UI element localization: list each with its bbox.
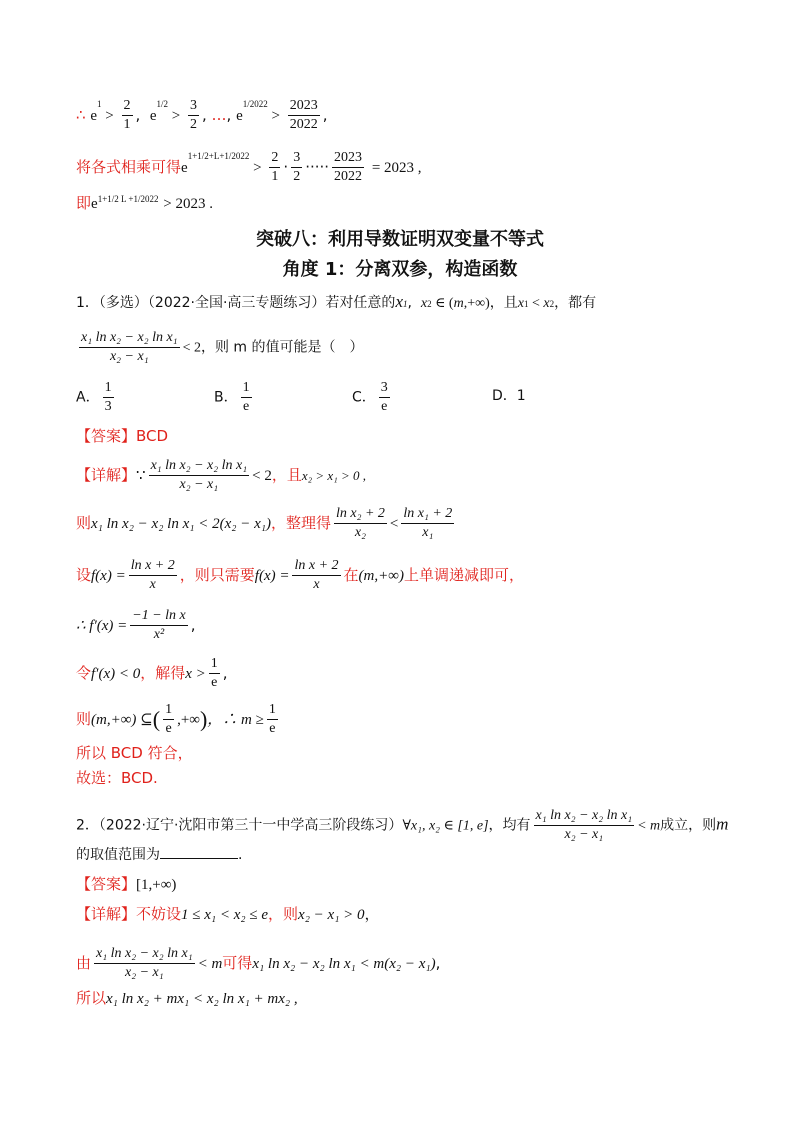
conclusion-result: > 2023 . <box>163 196 214 212</box>
question-1-ask: ，则 m 的值可能是（ ） <box>200 339 364 356</box>
answer-value: [1,+∞) <box>136 877 177 893</box>
detail-tag: 【详解】 <box>76 905 137 923</box>
detail-line-1: 【详解】∵ $\frac{\text{x₁ ln x₂ − x₂ ln x₁}}{\text{x₂ − x₁}}$ < 2，且x₂ > x₁ > 0 , <box>76 458 366 492</box>
fraction: $\frac{3}{2}$ <box>190 98 197 132</box>
exponent: 1/2022 <box>242 99 268 109</box>
detail-line-3: 设f(x) = $\frac{\text{ln x + 2}}{x}$ ，则只需要f(x) = $\frac{\text{ln x + 2}}{x}$ 在(m,+∞)上单调递减即可， <box>76 558 524 592</box>
question-1-prefix: 1．（多选）（2022·全国·高三专题练习）若对任意的 <box>76 295 396 311</box>
conclusion-lead: 即 <box>76 194 92 212</box>
product-result: = 2023 , <box>371 160 422 176</box>
fraction: $\frac{3}{2}$ <box>293 150 301 184</box>
q2-detail-line-3: 所以x₁ ln x₂ + mx₁ < x₂ ln x₁ + mx₂ , <box>76 989 298 1007</box>
question-1-answer <box>76 426 168 446</box>
detail-conclusion: 所以 BCD 符合， <box>76 744 193 762</box>
exponent: 1+1/2 L +1/2022 <box>97 194 159 204</box>
ellipsis: … <box>211 106 227 124</box>
q2-detail-line-1: 【详解】不妨设1 ≤ x₁ < x₂ ≤ e，则x₂ − x₁ > 0， <box>76 905 380 923</box>
detail-choice: 故选：BCD. <box>76 769 158 787</box>
question-2-answer <box>76 874 176 895</box>
section-title: 突破八：利用导数证明双变量不等式 <box>256 229 544 250</box>
option-b[interactable]: B． $\frac{1}{e}$ <box>214 380 250 414</box>
option-c[interactable]: C． $\frac{3}{e}$ <box>352 380 388 414</box>
option-d[interactable]: D．1 <box>492 388 526 404</box>
answer-blank[interactable] <box>160 844 238 859</box>
detail-line-4: ∴ f′(x) = $\frac{\text{−1 − ln x}}{\text{x²}}$ , <box>76 608 196 642</box>
question-1-condition: $\frac{\text{x₁ ln x₂ − x₂ ln x₁}}{\text{x₂ − x₁}}$ < 2，则 m 的值可能是（ ） <box>81 330 364 364</box>
inequality-list-line: ∴ $e^1$ > $\frac{2}{1}$ , $e^{1/2}$ > $\frac{3}{2}$ , …, $e^{1/2022}$ > $\frac{2023}{2022}$ , <box>76 98 328 132</box>
question-2-stem: 2．（2022·辽宁·沈阳市第三十一中学高三阶段练习）∀x₁, x₂ ∈ [1, e]，均有 $\frac{\text{x₁ ln x₂ − x₂ ln x₁}}{\text{x₂ − x₁}}$ < m成立，则m <box>76 808 729 842</box>
question-2-prefix: 2．（2022·辽宁·沈阳市第三十一中学高三阶段练习） <box>76 817 403 834</box>
option-a[interactable]: A． $\frac{1}{3}$ <box>76 380 112 414</box>
exponent: 1+1/2+L+1/2022 <box>187 151 250 161</box>
detail-line-2: 则x₁ ln x₂ − x₂ ln x₁ < 2(x₂ − x₁)，整理得 $\frac{\text{ln x₂ + 2}}{\text{x₂}}$ < $\frac{\text{ln x₁ + 2}}{\text{x₁}}$ <box>76 506 453 540</box>
exponent: 1/2 <box>156 99 168 109</box>
fraction: $\frac{2023}{2022}$ <box>334 150 363 184</box>
exponent: 1 <box>97 99 102 109</box>
fraction: $\frac{2}{1}$ <box>271 150 279 184</box>
answer-tag: 【答案】 <box>76 875 137 893</box>
conclusion-line: 即$e^{1+1/2 L +1/2022} > 2023$ . <box>76 194 214 212</box>
therefore-symbol: ∴ <box>76 106 86 124</box>
detail-tag: 【详解】 <box>76 466 137 484</box>
answer-value: BCD <box>136 427 169 445</box>
product-text: 将各式相乘可得 <box>76 158 182 176</box>
q2-detail-line-2: 由 $\frac{\text{x₁ ln x₂ − x₂ ln x₁}}{\text{x₂ − x₁}}$ < m可得x₁ ln x₂ − x₂ ln x₁ < m(x₂ − x₁), <box>76 946 441 980</box>
detail-line-5: 令f′(x) < 0，解得x > $\frac{1}{e}$ , <box>76 656 228 690</box>
fraction: $\frac{2023}{2022}$ <box>289 98 318 132</box>
section-subtitle: 角度 1：分离双参，构造函数 <box>282 259 518 280</box>
question-1-stem: 1．（多选）（2022·全国·高三专题练习）若对任意的x1, x2 ∈ (m,+∞)，且x1 < x2，都有 <box>76 292 597 311</box>
fraction: $\frac{2}{1}$ <box>123 98 131 132</box>
fraction: $\frac{\text{x₁ ln x₂ − x₂ ln x₁}}{\text{x₂ − x₁}}$ <box>81 330 178 364</box>
detail-line-6: 则(m,+∞) ⊆( $\frac{1}{e}$ ,+∞)，∴ m ≥ $\frac{1}{e}$ <box>76 702 276 736</box>
product-line: 将各式相乘可得$e^{1+1/2+L+1/2022}$ > $\frac{2}{1}$ · $\frac{3}{2}$ ····· $\frac{2023}{2022}$ = 2023 , <box>76 150 422 184</box>
question-2-ask: 的取值范围为 . <box>76 844 242 865</box>
answer-tag: 【答案】 <box>76 427 137 445</box>
